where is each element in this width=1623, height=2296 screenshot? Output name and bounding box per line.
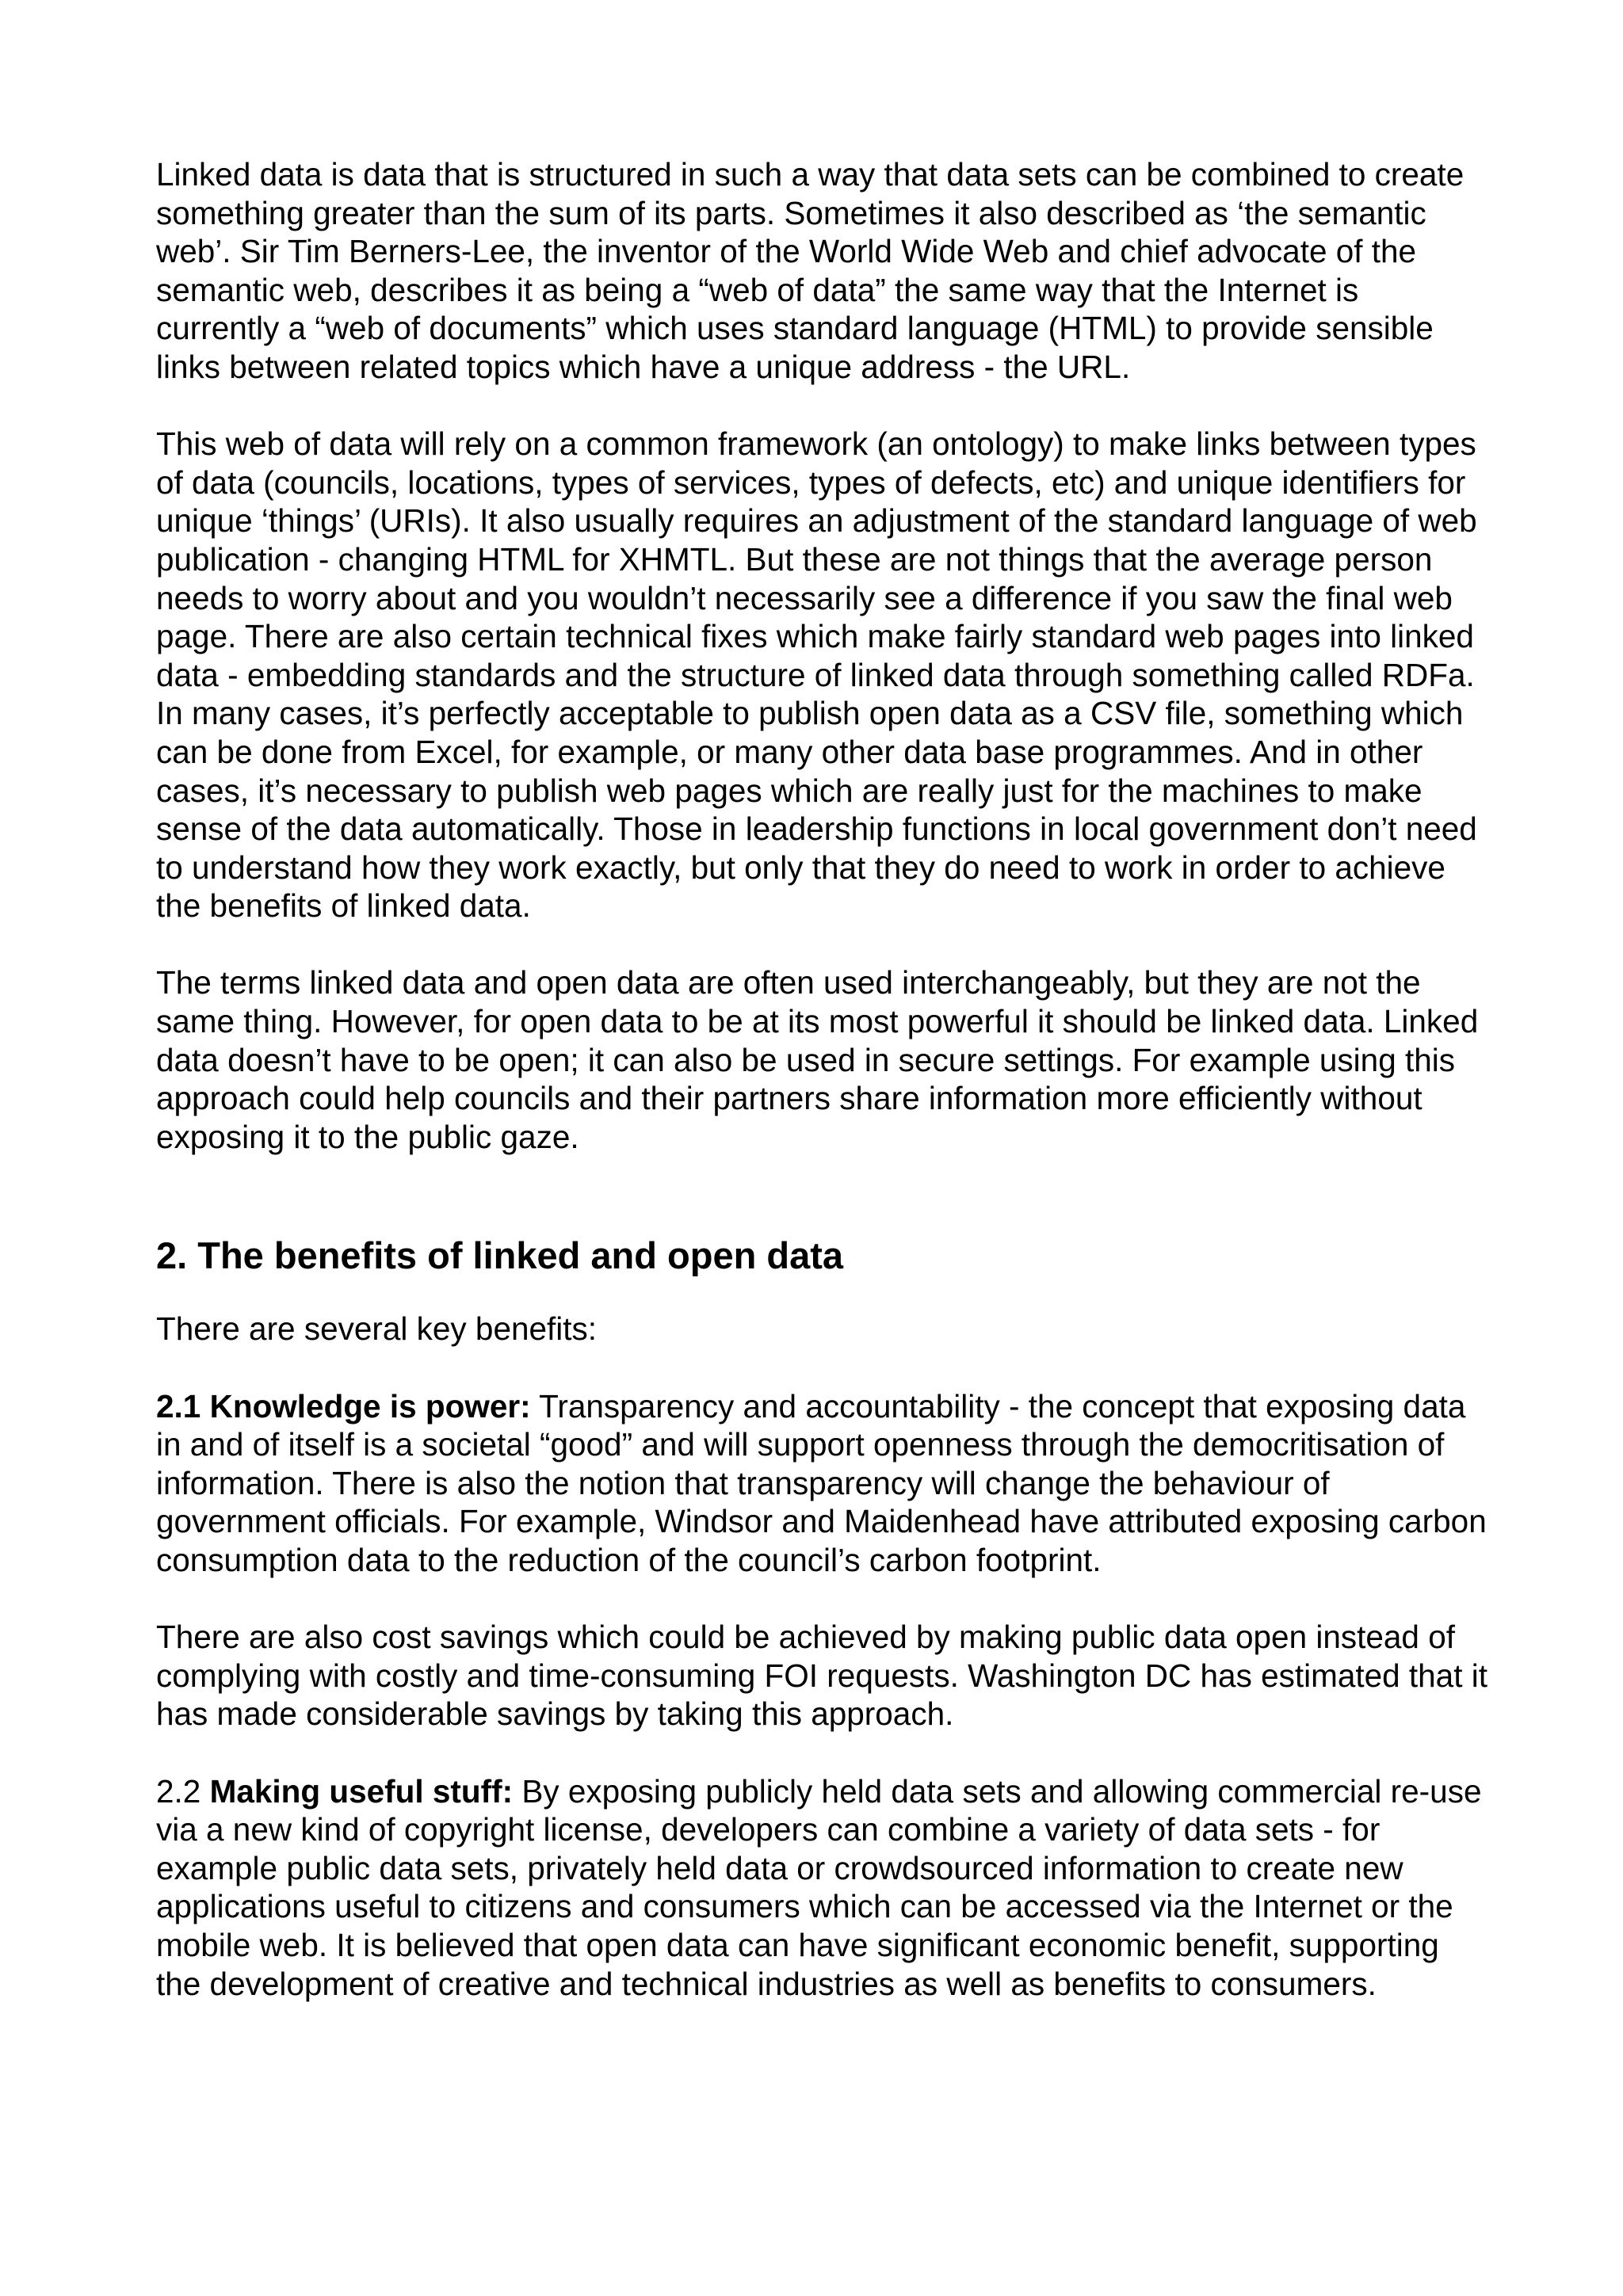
benefit-item-knowledge-is-power: [156, 1387, 1487, 1580]
paragraph-web-of-data: This web of data will rely on a common framework (an ontology) to make links between types of data (councils, locations, types of services, types of defects, etc) and unique identifiers for unique ‘things’ (URIs). It also usually requires an adjustment of the standard language of web publication - changing HTML for XHMTL. But these are not things that the average person needs to worry about and you wouldn’t necessarily see a difference if you saw the final web page. There are also certain technical fixes which make fairly standard web pages into linked data - embedding standards and the structure of linked data through something called RDFa. In many cases, it’s perfectly acceptable to publish open data as a CSV file, something which can be done from Excel, for example, or many other data base programmes. And in other cases, it’s necessary to publish web pages which are really just for the machines to make sense of the data automatically. Those in leadership functions in local government don’t need to understand how they work exactly, but only that they do need to work in order to achieve the benefits of linked data.: [156, 425, 1477, 925]
paragraph-linked-vs-open: The terms linked data and open data are often used interchangeably, but they are not the same thing. However, for open data to be at its most powerful it should be linked data. Linked data doesn’t have to be open; it can also be used in secure settings. For example using this approach could help councils and their partners share information more efficiently without exposing it to the public gaze.: [156, 964, 1479, 1155]
benefit-number: 2.1: [156, 1387, 201, 1425]
document-page: [156, 155, 1487, 2003]
section-intro: There are several key benefits:: [156, 1310, 598, 1348]
benefit-text: Transparency and accountability - the concept that exposing data in and of itself is a societal “good” and will support openness through the democritisation of information. There is also the notion that transparency will change the behaviour of government officials. For example, Windsor and Maidenhead have attributed exposing carbon consumption data to the reduction of the council’s carbon footprint.: [156, 1387, 1487, 1578]
paragraph-cost-savings: There are also cost savings which could be achieved by making public data open instead of complying with costly and time-consuming FOI requests. Washington DC has estimated that it has made considerable savings by taking this approach.: [156, 1619, 1487, 1733]
benefit-text: By exposing publicly held data sets and allowing commercial re-use via a new kind of copyright license, developers can combine a variety of data sets - for example public data sets, privately held data or crowdsourced information to create new applications useful to citizens and consumers which can be accessed via the Internet or the mobile web. It is believed that open data can have significant economic benefit, supporting the development of creative and technical industries as well as benefits to consumers.: [156, 1772, 1482, 2002]
section-heading: 2. The benefits of linked and open data: [156, 1234, 843, 1277]
benefit-number: 2.2: [156, 1772, 201, 1810]
benefit-title: Knowledge is power:: [209, 1387, 531, 1425]
paragraph-linked-data-definition: Linked data is data that is structured in such a way that data sets can be combined to create something greater than the sum of its parts. Sometimes it also described as ‘the semantic web’. Sir Tim Berners-Lee, the inventor of the World Wide Web and chief advocate of the semantic web, describes it as being a “web of data” the same way that the Internet is currently a “web of documents” which uses standard language (HTML) to provide sensible links between related topics which have a unique address - the URL.: [156, 156, 1465, 385]
benefit-title: Making useful stuff:: [209, 1772, 514, 1810]
benefit-item-making-useful-stuff: [156, 1772, 1487, 2004]
